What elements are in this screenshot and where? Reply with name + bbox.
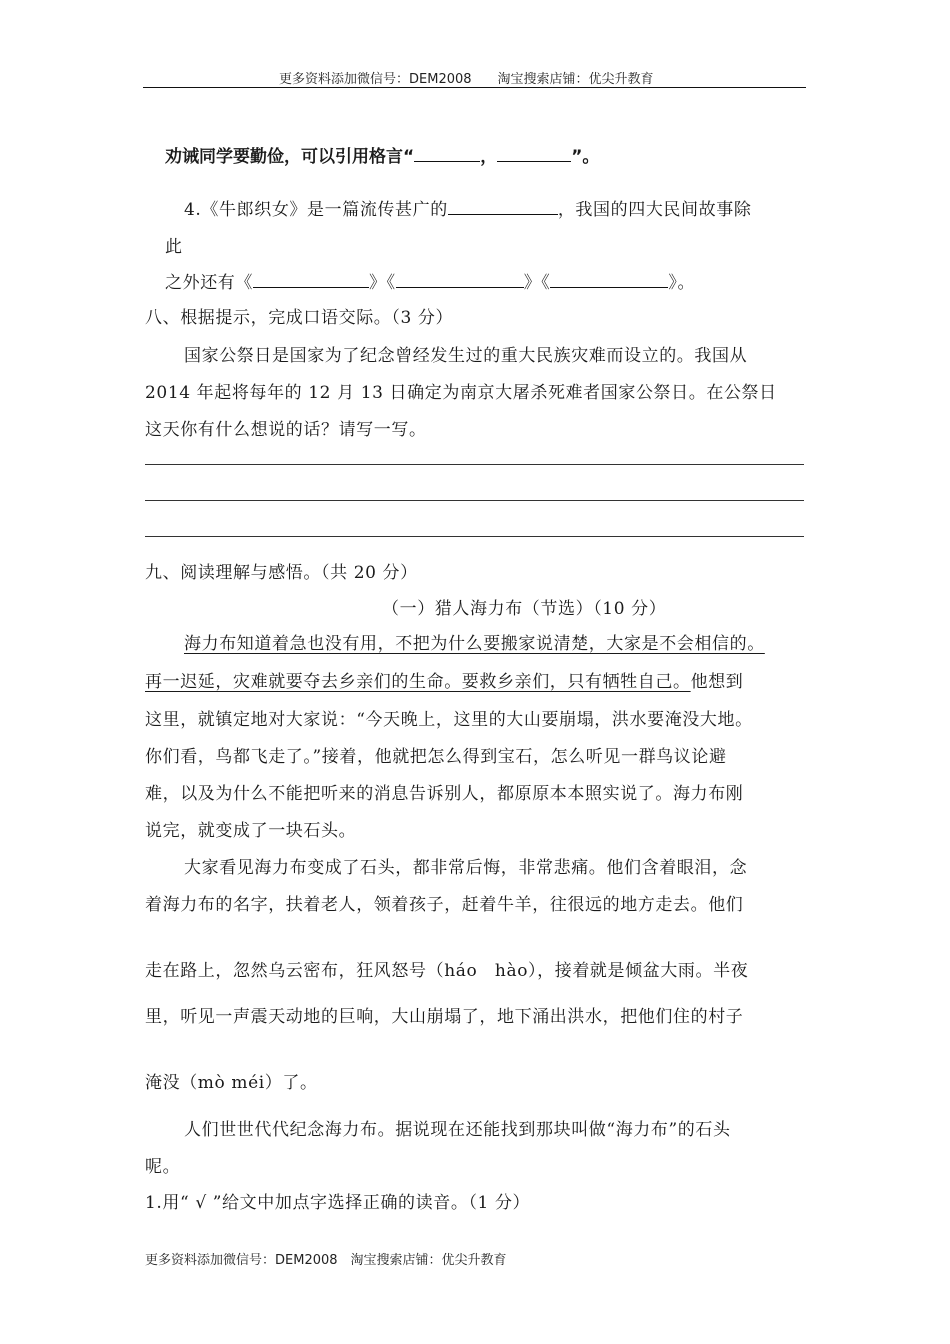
answer-line-1[interactable] bbox=[145, 464, 804, 465]
q3-blank-1[interactable] bbox=[414, 143, 480, 162]
passage-line-9: 走在路上，忽然乌云密布，狂风怒号（háo hào），接着就是倾盆大雨。半夜 bbox=[145, 961, 749, 981]
q3-text-before: 劝诫同学要勤俭，可以引用格言“ bbox=[165, 147, 415, 167]
header-rule bbox=[143, 87, 806, 88]
q4-text-3b: 》《 bbox=[369, 273, 396, 293]
q4-blank-story-3[interactable] bbox=[550, 269, 668, 288]
section-9-title: 九、阅读理解与感悟。（共 20 分） bbox=[145, 563, 418, 583]
section-8-para-line-3: 这天你有什么想说的话？请写一写。 bbox=[145, 420, 427, 440]
q3-blank-2[interactable] bbox=[497, 143, 571, 162]
q4-blank-genre[interactable] bbox=[448, 196, 558, 215]
answer-line-3[interactable] bbox=[145, 536, 804, 537]
passage-line-13: 呢。 bbox=[145, 1157, 181, 1177]
q3-comma: ， bbox=[480, 147, 498, 167]
section-8-para-line-1: 国家公祭日是国家为了纪念曾经发生过的重大民族灾难而设立的。我国从 bbox=[184, 346, 748, 366]
passage-line-8: 着海力布的名字，扶着老人，领着孩子，赶着牛羊，往很远的地方走去。他们 bbox=[145, 895, 744, 915]
passage-line-2-underlined: 再一迟延，灾难就要夺去乡亲们的生命。要救乡亲们，只有牺牲自己。 bbox=[145, 672, 691, 692]
passage-line-6: 说完，就变成了一块石头。 bbox=[145, 821, 357, 841]
q4-blank-story-1[interactable] bbox=[253, 269, 369, 288]
q4-text-1-end: ，我国的四大民间故事除 bbox=[557, 200, 752, 220]
passage-line-5: 难，以及为什么不能把听来的消息告诉别人，都原原本本照实说了。海力布刚 bbox=[145, 784, 744, 804]
q4-text-3c: 》《 bbox=[523, 273, 551, 293]
answer-line-2[interactable] bbox=[145, 500, 804, 501]
page-header: 更多资料添加微信号：DEM2008 淘宝搜索店铺：优尖升教育 bbox=[279, 72, 654, 87]
q4-line-3 bbox=[165, 268, 695, 293]
q3-text-after: ”。 bbox=[571, 147, 600, 167]
passage-line-2-rest: 他想到 bbox=[690, 672, 744, 692]
q4-line-1 bbox=[184, 195, 751, 220]
q4-blank-story-2[interactable] bbox=[396, 269, 524, 288]
passage-line-7: 大家看见海力布变成了石头，都非常后悔，非常悲痛。他们含着眼泪，念 bbox=[184, 858, 748, 878]
q3-line bbox=[165, 142, 599, 167]
question-1: 1.用“ √ ”给文中加点字选择正确的读音。（1 分） bbox=[145, 1193, 531, 1213]
page-footer: 更多资料添加微信号：DEM2008 淘宝搜索店铺：优尖升教育 bbox=[145, 1253, 507, 1268]
section-8-para-line-2: 2014 年起将每年的 12 月 13 日确定为南京大屠杀死难者国家公祭日。在公祭日 bbox=[145, 383, 777, 403]
q4-text-3a: 之外还有《 bbox=[165, 273, 253, 293]
q4-text-3d: 》。 bbox=[668, 273, 696, 293]
passage-line-12: 人们世世代代纪念海力布。据说现在还能找到那块叫做“海力布”的石头 bbox=[184, 1120, 731, 1140]
passage-line-11: 淹没（mò méi）了。 bbox=[145, 1073, 318, 1093]
passage-line-2 bbox=[145, 667, 743, 692]
section-8-title: 八、根据提示，完成口语交际。（3 分） bbox=[145, 308, 454, 328]
passage-title: （一）猎人海力布（节选）（10 分） bbox=[382, 599, 667, 619]
passage-line-4: 你们看，鸟都飞走了。”接着，他就把怎么得到宝石，怎么听见一群鸟议论避 bbox=[145, 747, 727, 767]
passage-line-10: 里，听见一声震天动地的巨响，大山崩塌了，地下涌出洪水，把他们住的村子 bbox=[145, 1007, 744, 1027]
passage-line-3: 这里，就镇定地对大家说：“今天晚上，这里的大山要崩塌，洪水要淹没大地。 bbox=[145, 710, 753, 730]
q4-text-1: 4.《牛郎织女》是一篇流传甚广的 bbox=[184, 200, 448, 220]
q4-line-2: 此 bbox=[165, 237, 183, 257]
passage-line-1-underlined: 海力布知道着急也没有用，不把为什么要搬家说清楚，大家是不会相信的。 bbox=[184, 634, 765, 654]
